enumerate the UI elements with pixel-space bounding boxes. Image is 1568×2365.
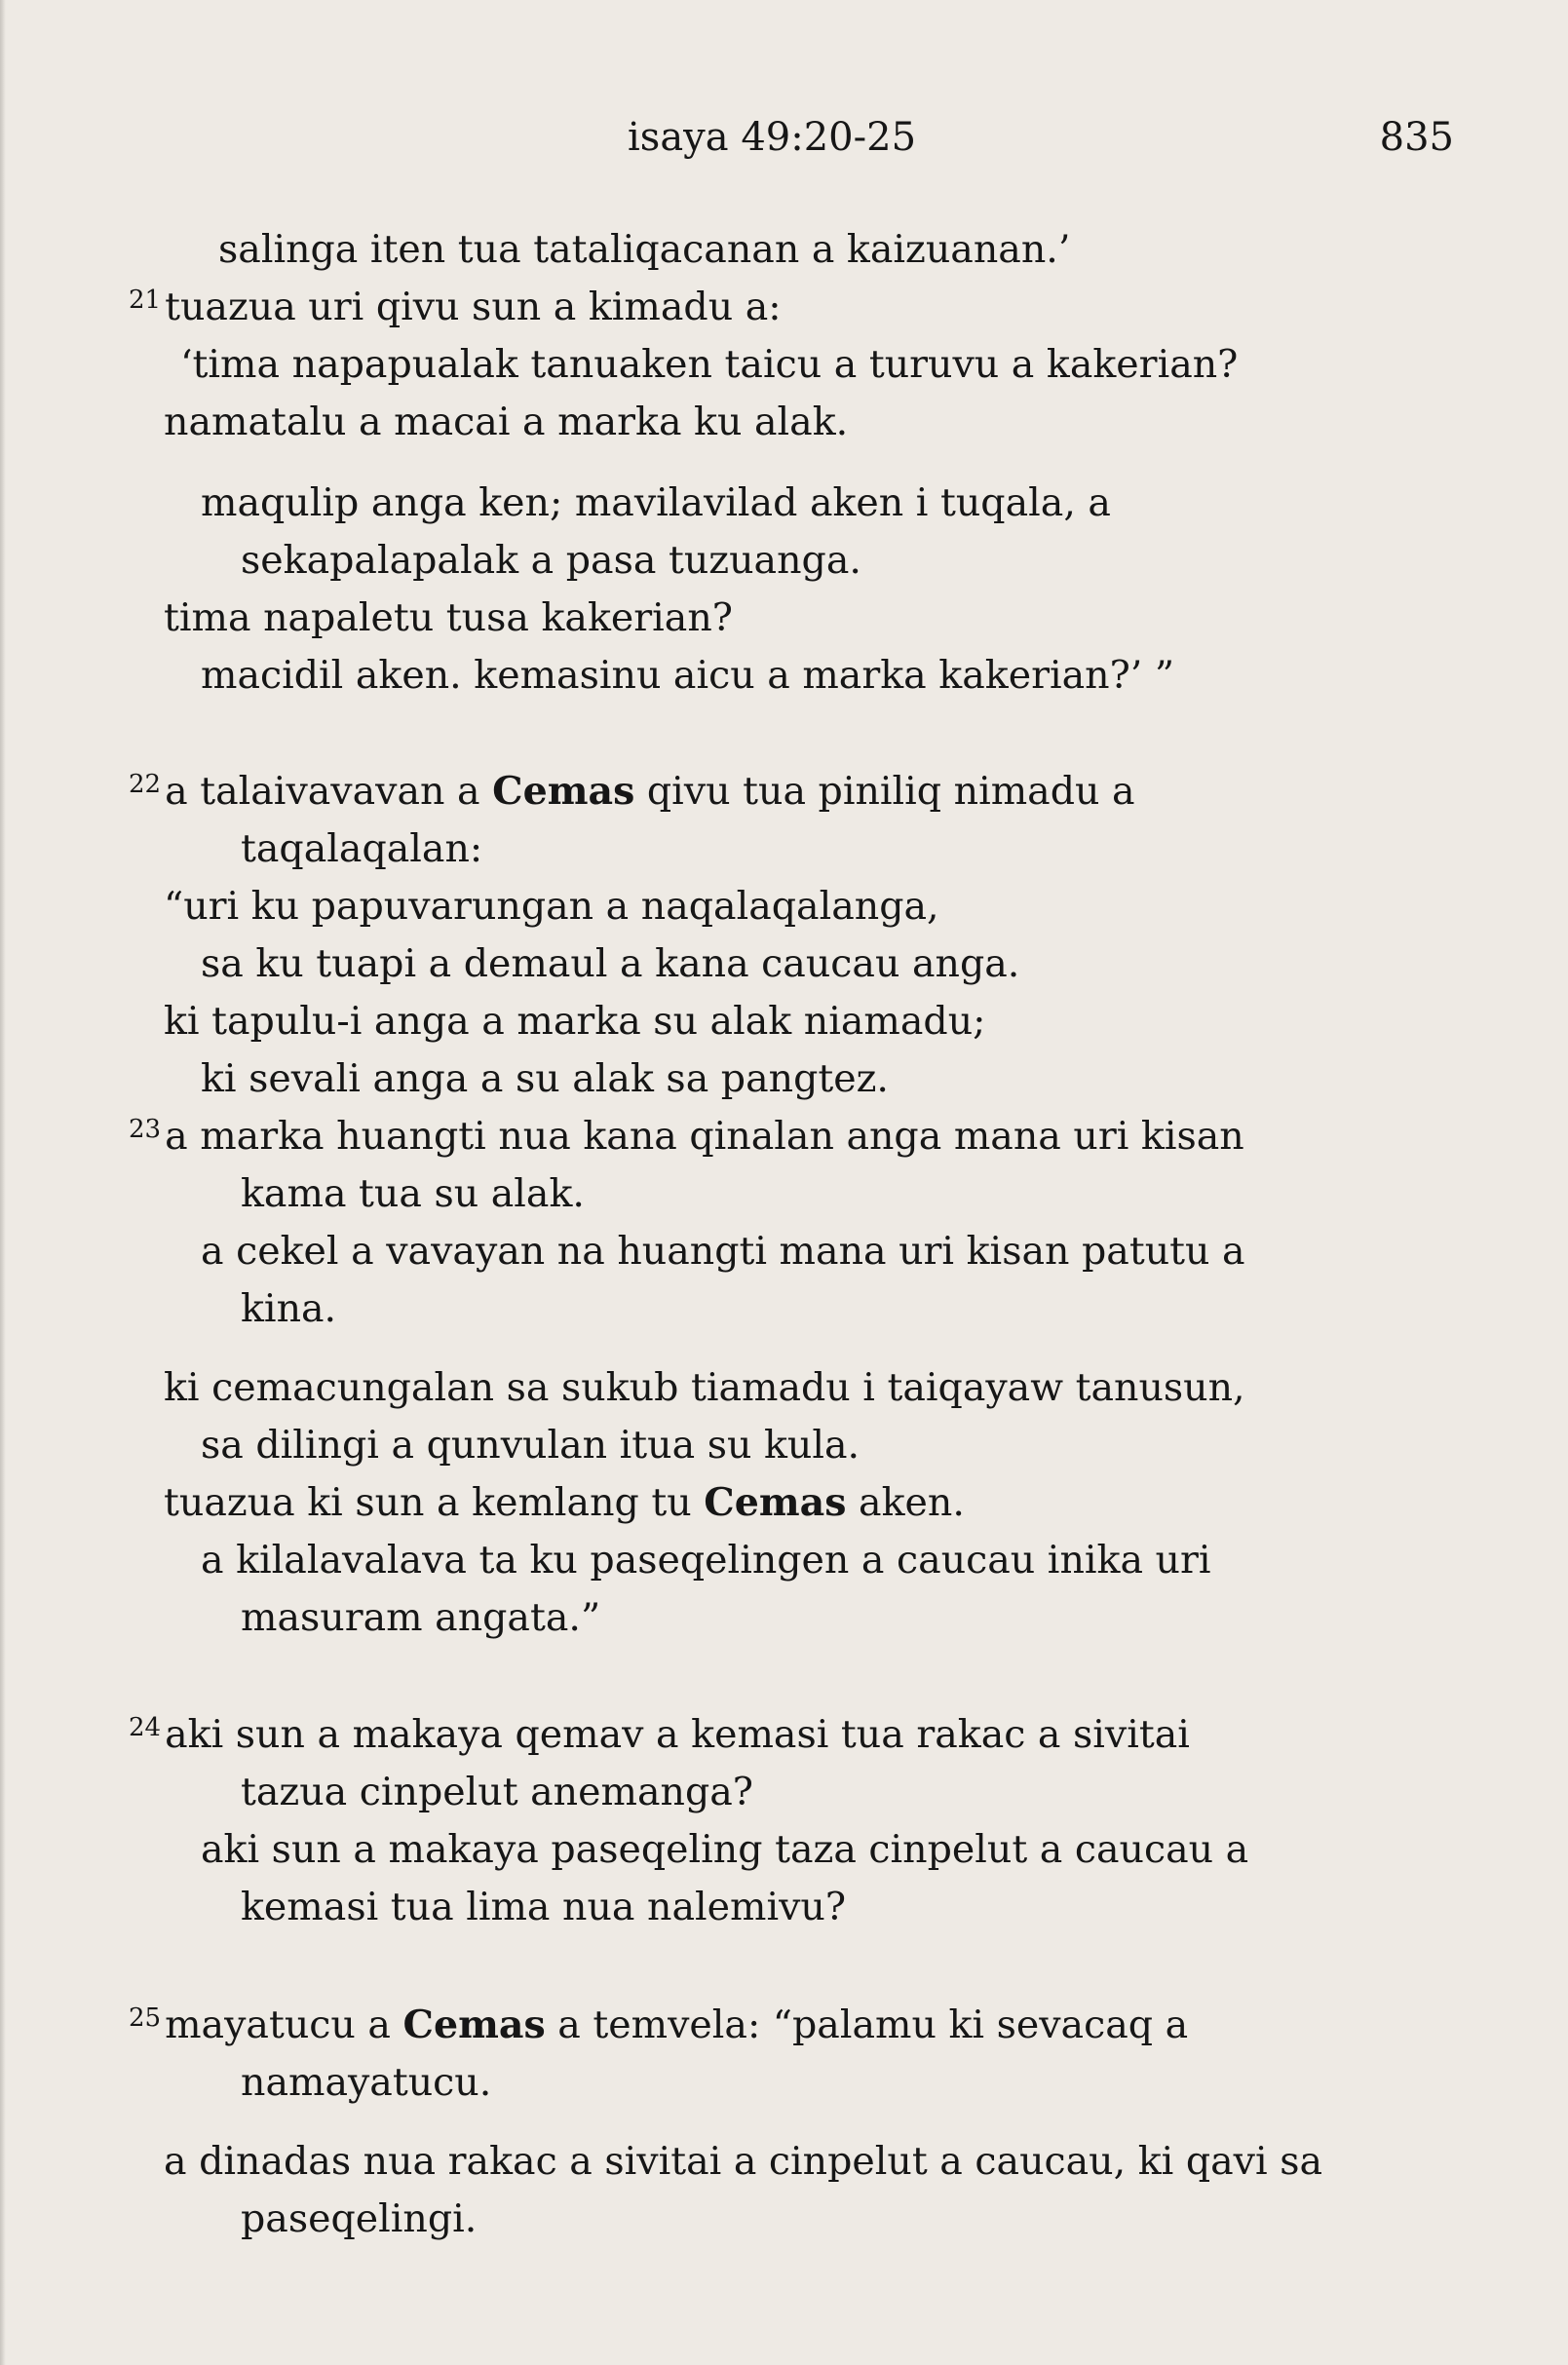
- text-line: kemasi tua lima nua nalemivu?: [241, 1885, 847, 1929]
- text-line: a dinadas nua rakac a sivitai a cinpelut a caucau, ki qavi sa: [164, 2139, 1323, 2184]
- divine-name: Cemas: [402, 2003, 546, 2047]
- text-line: ki tapulu-i anga a marka su alak niamadu;: [164, 999, 986, 1044]
- text-line: kama tua su alak.: [241, 1171, 585, 1216]
- verse-number: 22: [129, 770, 162, 799]
- running-title: isaya 49:20-25: [628, 115, 917, 160]
- text-line: ‘tima napapualak tanuaken taicu a turuvu a kakerian?: [180, 342, 1239, 387]
- text-line: macidil aken. kemasinu aicu a marka kakerian?’ ”: [201, 653, 1175, 698]
- text-line: a kilalavalava ta ku paseqelingen a caucau inika uri: [201, 1538, 1211, 1583]
- text-line: masuram angata.”: [241, 1595, 601, 1640]
- text-line: ki cemacungalan sa sukub tiamadu i taiqayaw tanusun,: [164, 1365, 1245, 1410]
- text-line: tuazua ki sun a kemlang tu Cemas aken.: [164, 1480, 965, 1525]
- verse-number: 23: [129, 1115, 162, 1144]
- text-line: kina.: [241, 1286, 337, 1331]
- text-line: paseqelingi.: [241, 2196, 478, 2241]
- running-header: [0, 115, 1568, 173]
- verse-number: 24: [129, 1713, 162, 1742]
- divine-name: Cemas: [492, 769, 635, 814]
- text-line: maqulip anga ken; mavilavilad aken i tuqala, a: [201, 480, 1111, 525]
- verse-number: 21: [129, 286, 162, 315]
- text-line: $^{25}$ mayatucu a Cemas a temvela: “palamu ki sevacaq a: [129, 2003, 1189, 2047]
- text-line: “uri ku papuvarungan a naqalaqalanga,: [164, 884, 939, 929]
- page-edge: [0, 0, 6, 2365]
- text-line: sa ku tuapi a demaul a kana caucau anga.: [201, 941, 1020, 986]
- text-line: $^{22}$ a talaivavavan a Cemas qivu tua piniliq nimadu a: [129, 769, 1135, 814]
- text-line: namatalu a macai a marka ku alak.: [164, 400, 849, 444]
- text-line: sekapalapalak a pasa tuzuanga.: [241, 538, 861, 583]
- text-line: sa dilingi a qunvulan itua su kula.: [201, 1423, 860, 1468]
- verse-number: 25: [129, 2003, 162, 2033]
- text-line: ki sevali anga a su alak sa pangtez.: [201, 1056, 889, 1101]
- text-line: taqalaqalan:: [241, 826, 483, 871]
- text-line: tima napaletu tusa kakerian?: [164, 595, 733, 640]
- text-line: aki sun a makaya paseqeling taza cinpelut a caucau a: [201, 1827, 1249, 1872]
- text-line: $^{23}$ a marka huangti nua kana qinalan anga mana uri kisan: [129, 1114, 1244, 1159]
- text-line: salinga iten tua tataliqacanan a kaizuanan.’: [218, 227, 1071, 272]
- text-line: $^{21}$ tuazua uri qivu sun a kimadu a:: [129, 285, 782, 329]
- divine-name: Cemas: [704, 1480, 847, 1525]
- page-number: 835: [1379, 115, 1454, 160]
- text-line: namayatucu.: [241, 2060, 492, 2105]
- text-line: a cekel a vavayan na huangti mana uri kisan patutu a: [201, 1229, 1245, 1274]
- text-line: $^{24}$ aki sun a makaya qemav a kemasi tua rakac a sivitai: [129, 1712, 1190, 1757]
- text-line: tazua cinpelut anemanga?: [241, 1770, 753, 1814]
